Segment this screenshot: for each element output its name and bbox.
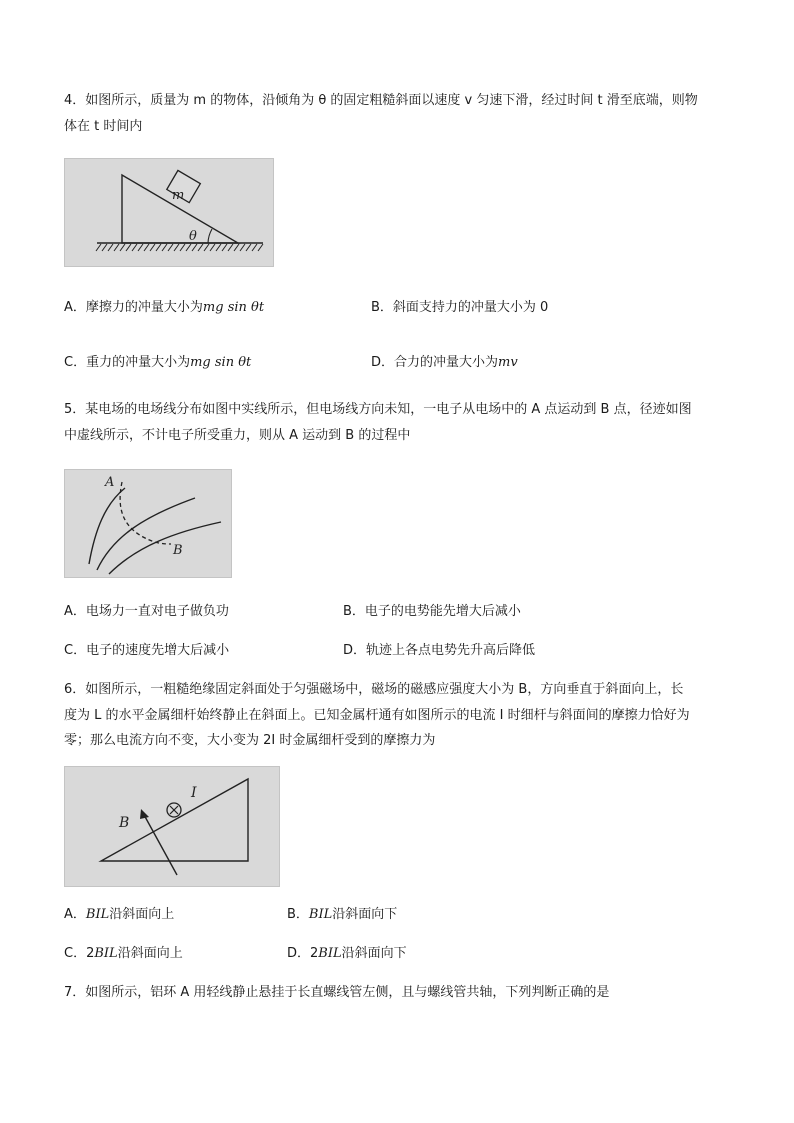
b-arrow-head — [140, 809, 149, 819]
q6-stem-line1: 6．如图所示，一粗糙绝缘固定斜面处于匀强磁场中，磁场的磁感应强度大小为 B，方向垂直于斜面向上，长 — [64, 682, 684, 697]
current-label: I — [191, 785, 197, 801]
q5-stem-line2: 中虚线所示，不计电子所受重力，则从 A 运动到 B 的过程中 — [64, 428, 411, 443]
q6-option-b[interactable] — [287, 905, 397, 925]
q5-option-b[interactable]: B．电子的电势能先增大后减小 — [343, 604, 521, 619]
option-text: A． — [64, 907, 86, 922]
q6-stem-line2: 度为 L 的水平金属细杆始终静止在斜面上。已知金属杆通有如图所示的电流 I 时细杆与斜面间的摩擦力恰好为 — [64, 708, 690, 723]
option-expression: mg sin θt — [202, 300, 265, 315]
option-text: 沿斜面向下 — [332, 907, 398, 922]
option-text: 沿斜面向上 — [109, 907, 175, 922]
option-text: 沿斜面向下 — [341, 946, 407, 961]
point-b-label: B — [173, 543, 183, 558]
q6-stem-line3: 零；那么电流方向不变，大小变为 2I 时金属细杆受到的摩擦力为 — [64, 733, 436, 748]
option-expression: BIL — [94, 946, 118, 961]
point-a-label: A — [105, 475, 115, 490]
option-expression: BIL — [308, 907, 333, 922]
q4-option-c[interactable] — [64, 353, 251, 373]
option-text: A．摩擦力的冲量大小为 — [64, 300, 203, 315]
option-expression: BIL — [318, 946, 342, 961]
angle-arc — [208, 229, 212, 243]
option-expression: BIL — [85, 907, 110, 922]
q5-option-c[interactable]: C．电子的速度先增大后减小 — [64, 643, 230, 658]
q4-incline-figure — [64, 158, 274, 267]
q5-option-d[interactable]: D．轨迹上各点电势先升高后降低 — [343, 643, 536, 658]
q4-stem-line1: 4．如图所示，质量为 m 的物体，沿倾角为 θ 的固定粗糙斜面以速度 v 匀速下滑，经过时间 t 滑至底端，则物 — [64, 93, 698, 108]
q5-field-figure — [64, 469, 232, 578]
q5-option-a[interactable]: A．电场力一直对电子做负功 — [64, 604, 229, 619]
b-field-arrow — [143, 813, 177, 875]
q4-option-a[interactable] — [64, 298, 264, 318]
angle-theta-label: θ — [189, 229, 197, 244]
block-mass-label: m — [172, 188, 185, 203]
option-text: C．2 — [64, 946, 95, 961]
q6-option-c[interactable] — [64, 944, 183, 964]
q6-option-d[interactable] — [287, 944, 407, 964]
ground-hatching — [96, 244, 263, 251]
option-expression: mv — [498, 355, 518, 370]
q5-stem-line1: 5．某电场的电场线分布如图中实线所示，但电场线方向未知，一电子从电场中的 A 点运动到 B 点，径迹如图 — [64, 402, 692, 417]
q6-option-a[interactable] — [64, 905, 174, 925]
option-text: C．重力的冲量大小为 — [64, 355, 191, 370]
option-text: 沿斜面向上 — [117, 946, 183, 961]
electron-trajectory — [120, 482, 171, 544]
option-text: D．2 — [287, 946, 319, 961]
q4-option-b[interactable]: B．斜面支持力的冲量大小为 0 — [371, 300, 549, 315]
field-line-3 — [109, 522, 221, 574]
q4-option-d[interactable] — [371, 353, 518, 373]
option-text: D．合力的冲量大小为 — [371, 355, 499, 370]
field-line-2 — [97, 498, 195, 570]
q6-incline-figure — [64, 766, 280, 887]
option-expression: mg sin θt — [190, 355, 252, 370]
option-text: B． — [287, 907, 309, 922]
q4-stem-line2: 体在 t 时间内 — [64, 119, 143, 134]
b-field-label: B — [119, 815, 130, 831]
q7-stem-line1: 7．如图所示，铝环 A 用轻线静止悬挂于长直螺线管左侧，且与螺线管共轴，下列判断正确的是 — [64, 985, 610, 1000]
